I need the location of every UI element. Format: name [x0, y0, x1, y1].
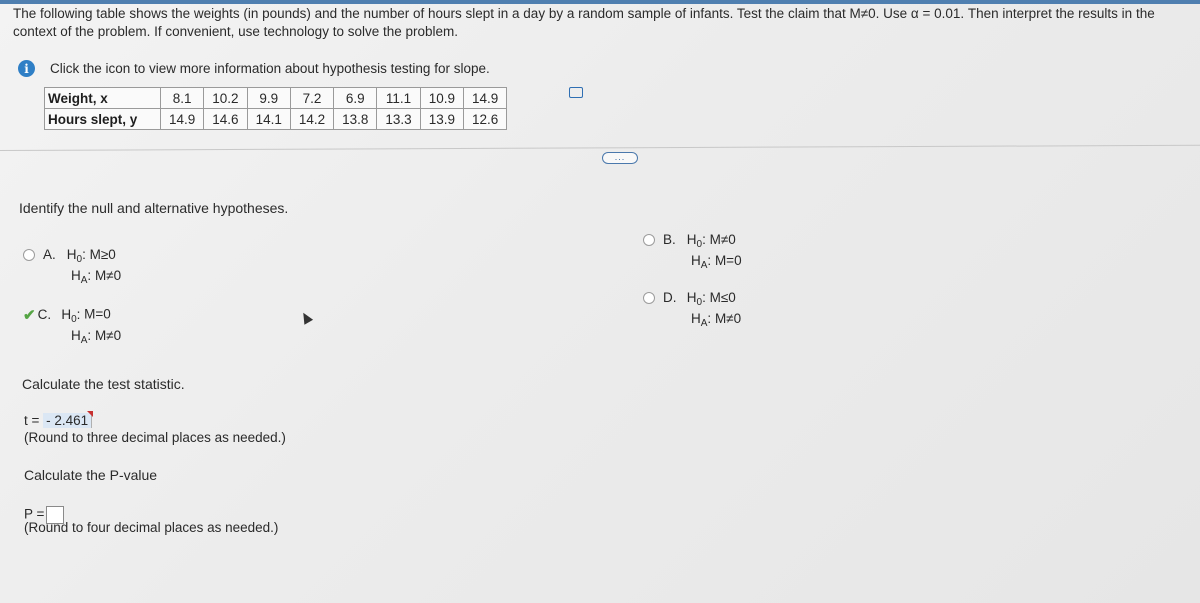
h0-value: M≤0 [709, 290, 736, 305]
table-cell: 13.8 [334, 109, 377, 130]
p-round-note: (Round to four decimal places as needed.) [24, 520, 279, 535]
mouse-cursor-icon [299, 310, 313, 325]
row-label-weight: Weight, x [45, 88, 161, 109]
ha-value: M≠0 [714, 311, 742, 326]
data-table [44, 87, 507, 130]
table-cell: 14.9 [161, 109, 204, 130]
table-cell: 14.1 [247, 109, 290, 130]
table-cell: 9.9 [247, 88, 290, 109]
option-d[interactable] [643, 290, 741, 329]
t-statistic-row [24, 413, 92, 428]
table-cell: 10.2 [204, 88, 247, 109]
q3-prompt: Calculate the P-value [24, 467, 158, 483]
h0-label: $H_0$: [61, 306, 85, 325]
h0-label: $H_0$: [686, 232, 710, 250]
option-a[interactable] [23, 247, 121, 286]
table-cell: 6.9 [334, 88, 377, 109]
h0-value: M=0 [84, 306, 111, 322]
ha-label: $H_A$: [71, 268, 95, 286]
t-round-note: (Round to three decimal places as needed.) [24, 430, 286, 445]
info-link-text[interactable]: Click the icon to view more information about hypothesis testing for slope. [50, 61, 490, 76]
t-label: t = [24, 413, 40, 428]
info-row[interactable] [14, 60, 490, 77]
h0-value: M≠0 [709, 232, 736, 247]
h0-label: $H_0$: [686, 290, 710, 308]
h0-label: $H_0$: [66, 247, 90, 265]
table-cell: 14.6 [204, 109, 247, 130]
radio-a[interactable] [23, 249, 35, 261]
table-cell: 7.2 [290, 88, 333, 109]
top-bar [0, 0, 1200, 4]
section-divider [0, 145, 1200, 151]
ha-value: M≠0 [94, 327, 122, 343]
checkmark-icon: ✔ [23, 307, 36, 324]
option-letter: C. [37, 306, 52, 322]
table-cell: 8.1 [161, 88, 204, 109]
info-icon[interactable]: i [18, 60, 35, 77]
t-answer-field[interactable]: - 2.461 [43, 413, 92, 428]
table-cell: 12.6 [463, 109, 506, 130]
more-button[interactable]: ... [602, 152, 638, 164]
q1-prompt: Identify the null and alternative hypotheses. [19, 200, 289, 216]
table-cell: 11.1 [377, 88, 420, 109]
option-letter: A. [43, 247, 56, 262]
table-row-weight [45, 88, 507, 109]
q2-prompt: Calculate the test statistic. [22, 376, 185, 392]
option-b[interactable] [643, 232, 742, 271]
table-cell: 13.9 [420, 109, 463, 130]
copy-icon[interactable] [569, 87, 583, 98]
problem-statement: The following table shows the weights (in pounds) and the number of hours slept in a day by a random sample of infants. Test the claim that M≠0. Use α = 0.01. Then interpret the results in the context of the problem. If convenient, use technology to solve the problem. [13, 6, 1155, 39]
ha-label: $H_A$: [691, 253, 715, 271]
table-row-hours [45, 109, 507, 130]
table-cell: 14.2 [290, 109, 333, 130]
p-label: P = [24, 506, 45, 522]
option-letter: D. [663, 290, 677, 305]
ha-value: M=0 [714, 253, 742, 268]
row-label-hours: Hours slept, y [45, 109, 161, 130]
table-cell: 13.3 [377, 109, 420, 130]
table-cell: 14.9 [463, 88, 506, 109]
option-letter: B. [663, 232, 676, 247]
radio-d[interactable] [643, 292, 655, 304]
h0-value: M≥0 [89, 247, 116, 262]
ha-label: $H_A$: [71, 327, 95, 346]
ha-label: $H_A$: [691, 311, 715, 329]
ha-value: M≠0 [94, 268, 122, 283]
radio-b[interactable] [643, 234, 655, 246]
option-c[interactable] [23, 306, 121, 346]
table-cell: 10.9 [420, 88, 463, 109]
